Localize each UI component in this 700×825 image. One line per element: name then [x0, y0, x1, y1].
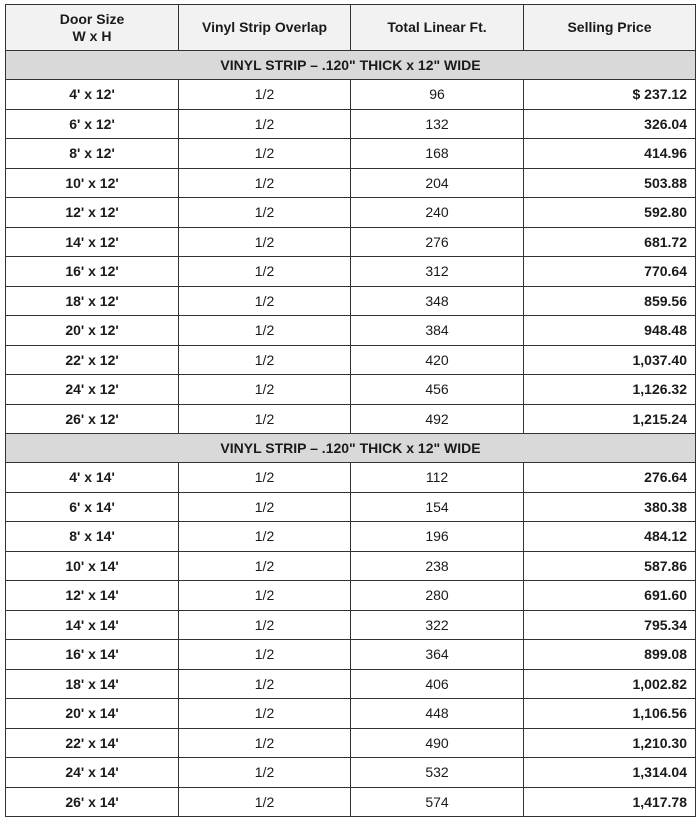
overlap-cell: 1/2	[179, 669, 351, 699]
linear-ft-cell: 96	[351, 80, 524, 110]
table-header	[6, 5, 696, 51]
overlap-cell: 1/2	[179, 640, 351, 670]
linear-ft-cell: 532	[351, 758, 524, 788]
door-size-cell: 10' x 14'	[6, 551, 179, 581]
selling-price-cell: 380.38	[524, 492, 696, 522]
overlap-cell: 1/2	[179, 610, 351, 640]
table-row	[6, 463, 696, 493]
table-row	[6, 345, 696, 375]
door-size-cell: 18' x 14'	[6, 669, 179, 699]
overlap-cell: 1/2	[179, 404, 351, 434]
selling-price-cell: 592.80	[524, 198, 696, 228]
overlap-cell: 1/2	[179, 581, 351, 611]
header-overlap: Vinyl Strip Overlap	[179, 5, 351, 51]
header-linear-ft: Total Linear Ft.	[351, 5, 524, 51]
selling-price-cell: 691.60	[524, 581, 696, 611]
linear-ft-cell: 168	[351, 139, 524, 169]
header-row	[6, 5, 696, 51]
linear-ft-cell: 420	[351, 345, 524, 375]
selling-price-cell: 414.96	[524, 139, 696, 169]
overlap-cell: 1/2	[179, 286, 351, 316]
table-row	[6, 758, 696, 788]
table-row	[6, 699, 696, 729]
table-row	[6, 286, 696, 316]
section-title: VINYL STRIP – .120" THICK x 12" WIDE	[6, 51, 696, 80]
overlap-cell: 1/2	[179, 551, 351, 581]
table-row	[6, 227, 696, 257]
table-row	[6, 168, 696, 198]
table-row	[6, 198, 696, 228]
table-row	[6, 139, 696, 169]
overlap-cell: 1/2	[179, 522, 351, 552]
linear-ft-cell: 490	[351, 728, 524, 758]
door-size-cell: 16' x 14'	[6, 640, 179, 670]
linear-ft-cell: 112	[351, 463, 524, 493]
selling-price-cell: 1,417.78	[524, 787, 696, 817]
door-size-cell: 22' x 12'	[6, 345, 179, 375]
overlap-cell: 1/2	[179, 80, 351, 110]
selling-price-cell: 859.56	[524, 286, 696, 316]
selling-price-cell: 587.86	[524, 551, 696, 581]
overlap-cell: 1/2	[179, 787, 351, 817]
selling-price-cell: 1,037.40	[524, 345, 696, 375]
linear-ft-cell: 196	[351, 522, 524, 552]
selling-price-cell: 484.12	[524, 522, 696, 552]
door-size-cell: 12' x 14'	[6, 581, 179, 611]
linear-ft-cell: 312	[351, 257, 524, 287]
overlap-cell: 1/2	[179, 728, 351, 758]
table-row	[6, 109, 696, 139]
door-size-cell: 18' x 12'	[6, 286, 179, 316]
linear-ft-cell: 276	[351, 227, 524, 257]
door-size-cell: 26' x 14'	[6, 787, 179, 817]
door-size-cell: 8' x 12'	[6, 139, 179, 169]
linear-ft-cell: 574	[351, 787, 524, 817]
door-size-cell: 26' x 12'	[6, 404, 179, 434]
table-row	[6, 375, 696, 405]
door-size-cell: 24' x 12'	[6, 375, 179, 405]
table-row	[6, 492, 696, 522]
selling-price-cell: 948.48	[524, 316, 696, 346]
door-size-cell: 4' x 14'	[6, 463, 179, 493]
linear-ft-cell: 492	[351, 404, 524, 434]
selling-price-cell: 503.88	[524, 168, 696, 198]
header-selling-price: Selling Price	[524, 5, 696, 51]
table-row	[6, 581, 696, 611]
linear-ft-cell: 322	[351, 610, 524, 640]
selling-price-cell: 770.64	[524, 257, 696, 287]
door-size-cell: 10' x 12'	[6, 168, 179, 198]
table-row	[6, 728, 696, 758]
table-row	[6, 257, 696, 287]
linear-ft-cell: 448	[351, 699, 524, 729]
overlap-cell: 1/2	[179, 375, 351, 405]
linear-ft-cell: 364	[351, 640, 524, 670]
door-size-cell: 12' x 12'	[6, 198, 179, 228]
linear-ft-cell: 132	[351, 109, 524, 139]
selling-price-cell: 1,002.82	[524, 669, 696, 699]
table-row	[6, 610, 696, 640]
linear-ft-cell: 348	[351, 286, 524, 316]
selling-price-cell: 1,126.32	[524, 375, 696, 405]
overlap-cell: 1/2	[179, 109, 351, 139]
door-size-cell: 14' x 12'	[6, 227, 179, 257]
selling-price-cell: 681.72	[524, 227, 696, 257]
door-size-cell: 20' x 12'	[6, 316, 179, 346]
door-size-cell: 14' x 14'	[6, 610, 179, 640]
door-size-cell: 8' x 14'	[6, 522, 179, 552]
header-door-size-line1: Door Size	[59, 10, 125, 27]
door-size-cell: 24' x 14'	[6, 758, 179, 788]
section-header-row	[6, 434, 696, 463]
overlap-cell: 1/2	[179, 198, 351, 228]
table-row	[6, 640, 696, 670]
selling-price-cell: 1,314.04	[524, 758, 696, 788]
linear-ft-cell: 406	[351, 669, 524, 699]
section-title: VINYL STRIP – .120" THICK x 12" WIDE	[6, 434, 696, 463]
selling-price-cell: 1,106.56	[524, 699, 696, 729]
header-door-size	[6, 5, 179, 51]
selling-price-cell: 795.34	[524, 610, 696, 640]
selling-price-cell: 1,210.30	[524, 728, 696, 758]
overlap-cell: 1/2	[179, 492, 351, 522]
overlap-cell: 1/2	[179, 227, 351, 257]
table-row	[6, 316, 696, 346]
table-row	[6, 522, 696, 552]
overlap-cell: 1/2	[179, 463, 351, 493]
overlap-cell: 1/2	[179, 316, 351, 346]
linear-ft-cell: 204	[351, 168, 524, 198]
selling-price-cell: 276.64	[524, 463, 696, 493]
price-table-grid	[5, 4, 696, 817]
selling-price-cell: 1,215.24	[524, 404, 696, 434]
overlap-cell: 1/2	[179, 257, 351, 287]
overlap-cell: 1/2	[179, 168, 351, 198]
linear-ft-cell: 456	[351, 375, 524, 405]
linear-ft-cell: 384	[351, 316, 524, 346]
price-table	[5, 4, 696, 817]
door-size-cell: 22' x 14'	[6, 728, 179, 758]
overlap-cell: 1/2	[179, 139, 351, 169]
door-size-cell: 6' x 14'	[6, 492, 179, 522]
door-size-cell: 20' x 14'	[6, 699, 179, 729]
overlap-cell: 1/2	[179, 699, 351, 729]
door-size-cell: 6' x 12'	[6, 109, 179, 139]
door-size-cell: 4' x 12'	[6, 80, 179, 110]
linear-ft-cell: 240	[351, 198, 524, 228]
linear-ft-cell: 238	[351, 551, 524, 581]
table-row	[6, 551, 696, 581]
selling-price-cell: 326.04	[524, 109, 696, 139]
selling-price-cell: 899.08	[524, 640, 696, 670]
header-door-size-line2: W x H	[72, 27, 112, 44]
table-row	[6, 80, 696, 110]
table-row	[6, 669, 696, 699]
section-header-row	[6, 51, 696, 80]
table-body	[6, 51, 696, 817]
selling-price-cell: $ 237.12	[524, 80, 696, 110]
linear-ft-cell: 154	[351, 492, 524, 522]
overlap-cell: 1/2	[179, 758, 351, 788]
door-size-cell: 16' x 12'	[6, 257, 179, 287]
table-row	[6, 787, 696, 817]
table-row	[6, 404, 696, 434]
overlap-cell: 1/2	[179, 345, 351, 375]
linear-ft-cell: 280	[351, 581, 524, 611]
